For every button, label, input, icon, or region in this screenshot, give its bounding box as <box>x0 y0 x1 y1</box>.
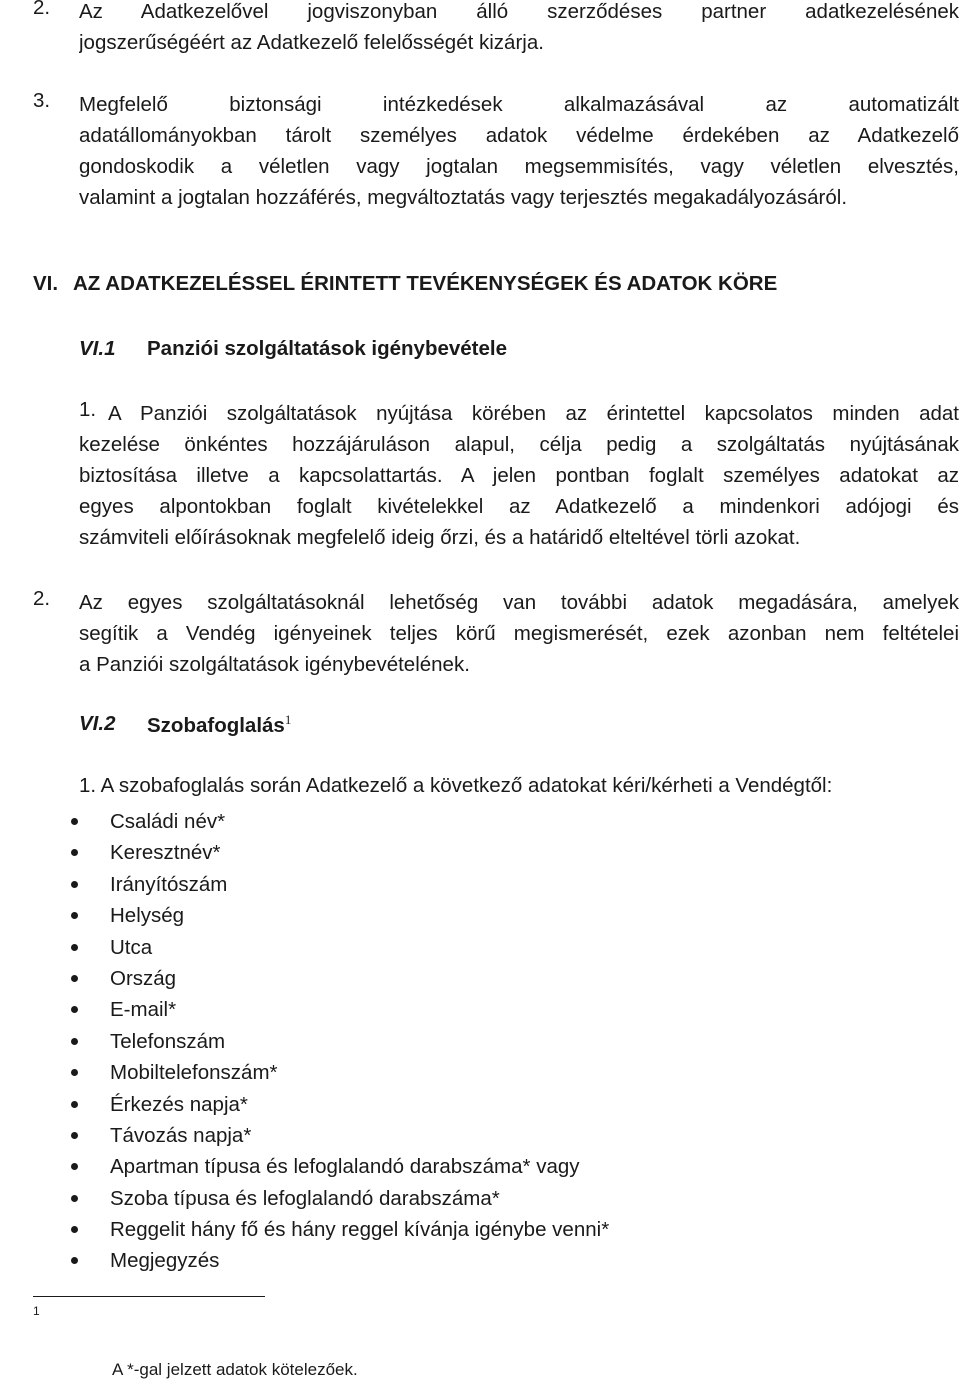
bullet-icon <box>71 1069 78 1076</box>
footnote-text: A *-gal jelzett adatok kötelezőek. <box>112 1360 358 1379</box>
paragraph-line: Megfelelő biztonsági intézkedések alkalmazásával az automatizált <box>79 93 959 116</box>
subsection-title: Panziói szolgáltatások igénybevétele <box>147 337 508 360</box>
paragraph-line: Az Adatkezelővel jogviszonyban álló szerződéses partner adatkezelésének <box>79 0 959 23</box>
list-item-text: Keresztnév* <box>110 841 221 865</box>
subsection-number: VI.1 <box>79 337 116 360</box>
subsection-title-wrap <box>147 712 291 738</box>
bullet-icon <box>71 1006 78 1013</box>
paragraph-line: adatállományokban tárolt személyes adatok védelme érdekében az Adatkezelő <box>79 124 959 147</box>
list-item <box>0 1214 609 1245</box>
list-item <box>0 869 609 900</box>
list-item <box>0 806 609 837</box>
list-item <box>0 1026 609 1057</box>
list-item <box>0 1089 609 1120</box>
paragraph-line: biztosítása illetve a kapcsolattartás. A jelen pontban foglalt személyes adatokat az <box>79 464 959 487</box>
bullet-icon <box>71 1101 78 1108</box>
paragraph-number: 2. <box>33 587 51 610</box>
list-item-text: Telefonszám <box>110 1029 226 1053</box>
paragraph-line: segítik a Vendég igényeinek teljes körű megismerését, ezek azonban nem feltételei <box>79 622 959 645</box>
bullet-icon <box>71 944 78 951</box>
paragraph-line: számviteli előírásoknak megfelelő ideig őrzi, és a határidő elteltével törli azokat. <box>79 526 801 549</box>
bullet-icon <box>71 1257 78 1264</box>
vi2-intro: 1. A szobafoglalás során Adatkezelő a következő adatokat kéri/kérheti a Vendégtől: <box>79 774 833 797</box>
list-item <box>0 1245 609 1276</box>
list-item-text: E-mail* <box>110 998 177 1022</box>
list-item <box>0 1183 609 1214</box>
list-item <box>0 1151 609 1182</box>
paragraph-number: 1. <box>79 398 97 421</box>
list-item <box>0 932 609 963</box>
bullet-icon <box>71 912 78 919</box>
list-item-text: Ország <box>110 966 177 990</box>
subsection-number: VI.2 <box>79 712 116 735</box>
list-item <box>0 1120 609 1151</box>
list-item <box>0 1057 609 1088</box>
list-item <box>0 900 609 931</box>
list-item <box>0 837 609 868</box>
list-item <box>0 994 609 1025</box>
bullet-icon <box>71 975 78 982</box>
paragraph-number: 2. <box>33 0 51 19</box>
list-item-text: Szoba típusa és lefoglalandó darabszáma* <box>110 1186 500 1210</box>
list-item-text: Irányítószám <box>110 872 228 896</box>
bullet-icon <box>71 1195 78 1202</box>
footnote-divider <box>33 1296 265 1297</box>
paragraph-line: A Panziói szolgáltatások nyújtása körében az érintettel kapcsolatos minden adat <box>108 402 959 425</box>
list-item-text: Érkezés napja* <box>110 1092 248 1116</box>
paragraph-line: Az egyes szolgáltatásoknál lehetőség van további adatok megadására, amelyek <box>79 591 959 614</box>
bullet-icon <box>71 881 78 888</box>
list-item-text: Helység <box>110 904 185 928</box>
paragraph-line: valamint a jogtalan hozzáférés, megváltoztatás vagy terjesztés megakadályozásáról. <box>79 186 848 209</box>
paragraph-line: kezelése önkéntes hozzájáruláson alapul, célja pedig a szolgáltatás nyújtásának <box>79 433 959 456</box>
list-item-text: Megjegyzés <box>110 1249 220 1273</box>
footnote-reference: 1 <box>284 712 292 727</box>
paragraph-line: egyes alpontokban foglalt kivételekkel az Adatkezelő a mindenkori adójogi és <box>79 495 959 518</box>
section-number: VI. <box>33 272 59 295</box>
bullet-icon <box>71 849 78 856</box>
list-item-text: Reggelit hány fő és hány reggel kívánja igénybe venni* <box>110 1218 610 1242</box>
bullet-icon <box>71 1226 78 1233</box>
paragraph-line: jogszerűségéért az Adatkezelő felelősségét kizárja. <box>79 31 544 54</box>
bullet-icon <box>71 1038 78 1045</box>
paragraph-line: gondoskodik a véletlen vagy jogtalan megsemmisítés, vagy véletlen elvesztés, <box>79 155 959 178</box>
footnote-mark: 1 <box>33 1304 40 1318</box>
data-field-list <box>0 806 609 1277</box>
list-item-text: Családi név* <box>110 810 226 833</box>
list-item-text: Távozás napja* <box>110 1123 252 1147</box>
section-title: AZ ADATKEZELÉSSEL ÉRINTETT TEVÉKENYSÉGEK ÉS ADATOK KÖRE <box>73 272 778 295</box>
bullet-icon <box>71 818 78 825</box>
paragraph-line: a Panziói szolgáltatások igénybevételének. <box>79 653 470 676</box>
list-item <box>0 963 609 994</box>
list-item-text: Mobiltelefonszám* <box>110 1061 278 1085</box>
list-item-text: Apartman típusa és lefoglalandó darabszáma* vagy <box>110 1155 580 1179</box>
subsection-title: Szobafoglalás <box>147 713 285 737</box>
list-item-text: Utca <box>110 935 153 959</box>
paragraph-number: 3. <box>33 89 51 112</box>
bullet-icon <box>71 1163 78 1170</box>
bullet-icon <box>71 1132 78 1139</box>
